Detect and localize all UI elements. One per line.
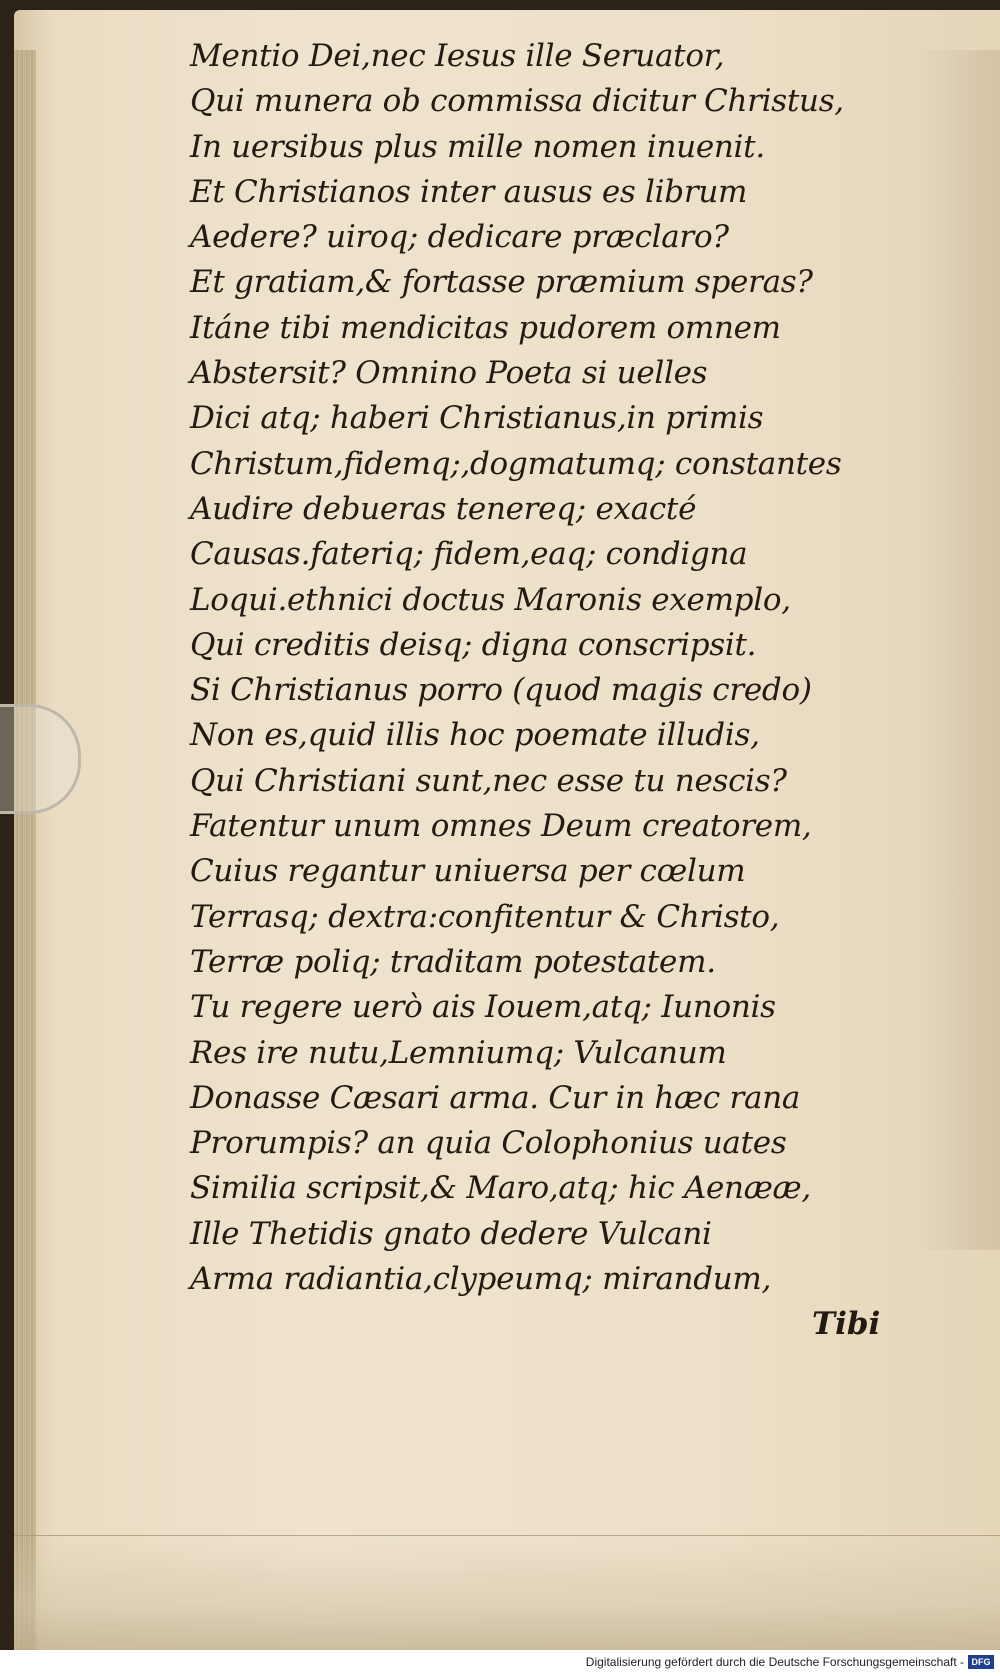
- funding-credit: Digitalisierung gefördert durch die Deutsche Forschungsgemeinschaft -: [585, 1655, 964, 1669]
- verse-line: Audire debueras tenereq; exacté: [190, 490, 697, 527]
- facing-page-bleed: [914, 50, 1000, 1250]
- verse-line: Qui Christiani sunt,nec esse tu nescis?: [190, 762, 787, 799]
- verse-line: Donasse Cæsari arma. Cur in hæc rana: [190, 1079, 801, 1116]
- digitization-footer: [0, 1650, 1000, 1676]
- verse-line: In uersibus plus mille nomen inuenit.: [190, 128, 765, 165]
- verse-line: Abstersit? Omnino Poeta si uelles: [190, 355, 708, 392]
- verse-line: Christum,fidemq;,dogmatumq; constantes: [190, 445, 842, 482]
- verse-line: Tu regere uerò ais Iouem,atq; Iunonis: [190, 989, 776, 1026]
- verse-line: Arma radiantia,clypeumq; mirandum,: [190, 1261, 772, 1298]
- verse-line: Qui munera ob commissa dicitur Christus,: [190, 83, 844, 120]
- verse-line: Terræ poliq; traditam potestatem.: [190, 943, 716, 980]
- page-stack-edge: [14, 50, 36, 1650]
- verse-text-block: [190, 34, 890, 1302]
- verse-line: Prorumpis? an quia Colophonius uates: [190, 1125, 787, 1162]
- verse-line: Res ire nutu,Lemniumq; Vulcanum: [190, 1034, 727, 1071]
- verse-line: Non es,quid illis hoc poemate illudis,: [190, 717, 760, 754]
- verse-line: Fatentur unum omnes Deum creatorem,: [190, 808, 812, 845]
- verse-line: Et Christianos inter ausus es librum: [190, 173, 748, 210]
- catchword: Tibi: [812, 1306, 881, 1342]
- verse-line: Mentio Dei,nec Iesus ille Seruator,: [190, 38, 725, 74]
- verse-line: Si Christianus porro (quod magis credo): [190, 672, 812, 709]
- verse-line: Terrasq; dextra:confitentur & Christo,: [190, 898, 780, 935]
- verse-line: Qui creditis deisq; digna conscripsit.: [190, 626, 757, 663]
- verse-line: Loqui.ethnici doctus Maronis exemplo,: [190, 581, 791, 618]
- verse-line: Ille Thetidis gnato dedere Vulcani: [190, 1215, 712, 1252]
- verse-line: Aedere? uiroq; dedicare præclaro?: [190, 219, 729, 256]
- page-bottom-shadow: [14, 1535, 1000, 1651]
- verse-line: Similia scripsit,& Maro,atq; hic Aenææ,: [190, 1170, 811, 1207]
- verse-line: Causas.fateriq; fidem,eaq; condigna: [190, 536, 748, 573]
- dfg-logo-icon: DFG: [968, 1655, 994, 1669]
- verse-line: Itáne tibi mendicitas pudorem omnem: [190, 309, 781, 346]
- verse-line: Cuius regantur uniuersa per cœlum: [190, 853, 746, 890]
- verse-line: Dici atq; haberi Christianus,in primis: [190, 400, 764, 437]
- verse-line: Et gratiam,& fortasse præmium speras?: [190, 264, 813, 301]
